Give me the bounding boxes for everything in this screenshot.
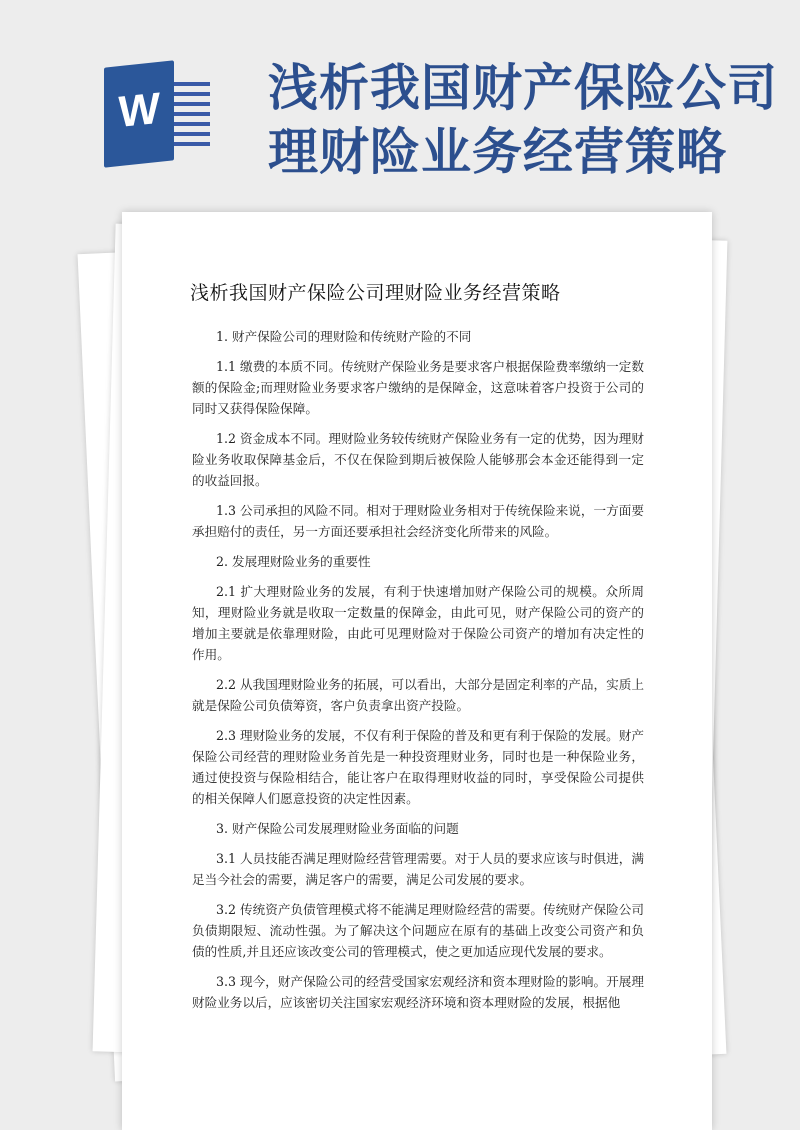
paragraph: 3.3 现今，财产保险公司的经营受国家宏观经济和资本理财险的影响。开展理财险业务以后，应该密切关注国家宏观经济环境和资本理财险的发展，根据他 — [192, 974, 644, 1010]
paragraph: 1.3 公司承担的风险不同。相对于理财险业务相对于传统保险来说，一方面要承担赔付的责任，另一方面还要承担社会经济变化所带来的风险。 — [192, 503, 644, 539]
paragraph: 3.1 人员技能否满足理财险经营管理需要。对于人员的要求应该与时俱进，满足当今社会的需要，满足客户的需要，满足公司发展的要求。 — [192, 851, 644, 887]
paragraph: 2.2 从我国理财险业务的拓展，可以看出，大部分是固定利率的产品，实质上就是保险公司负债筹资，客户负责拿出资产投险。 — [192, 677, 644, 713]
paragraph: 3.2 传统资产负债管理模式将不能满足理财险经营的需要。传统财产保险公司负债期限短、流动性强。为了解决这个问题应在原有的基础上改变公司资产和负债的性质,并且还应该改变公司的管理模式，使之更加适应现代发展的要求。 — [192, 902, 644, 959]
banner — [0, 0, 800, 200]
document-body — [192, 326, 644, 1022]
paragraph: 1.2 资金成本不同。理财险业务较传统财产保险业务有一定的优势，因为理财险业务收取保障基金后，不仅在保险到期后被保险人能够那会本金还能得到一定的收益回报。 — [192, 431, 644, 488]
word-logo-letter: W — [118, 83, 160, 138]
banner-title: 浅析我国财产保险公司理财险业务经营策略 — [268, 58, 778, 181]
paragraph: 2.3 理财险业务的发展，不仅有利于保险的普及和更有利于保险的发展。财产保险公司经营的理财险业务首先是一种投资理财业务，同时也是一种保险业务，通过使投资与保险相结合，能让客户在取得理财收益的同时，享受保险公司提供的相关保障人们愿意投资的决定性因素。 — [192, 728, 644, 806]
section-heading: 3. 财产保险公司发展理财险业务面临的问题 — [216, 821, 459, 836]
document-title: 浅析我国财产保险公司理财险业务经营策略 — [190, 282, 561, 304]
word-logo-plate — [104, 60, 174, 167]
paragraph: 1.1 缴费的本质不同。传统财产保险业务是要求客户根据保险费率缴纳一定数额的保险金;而理财险业务要求客户缴纳的是保障金，这意味着客户投资于公司的同时又获得保险保障。 — [192, 359, 644, 416]
section-heading: 1. 财产保险公司的理财险和传统财产险的不同 — [216, 329, 472, 344]
section-heading: 2. 发展理财险业务的重要性 — [216, 554, 371, 569]
word-document-icon — [104, 64, 216, 168]
paragraph: 2.1 扩大理财险业务的发展，有利于快速增加财产保险公司的规模。众所周知，理财险业务就是收取一定数量的保障金，由此可见，财产保险公司的资产的增加主要就是依靠理财险，由此可见理财险对于保险公司资产的增加有决定性的作用。 — [192, 584, 644, 662]
